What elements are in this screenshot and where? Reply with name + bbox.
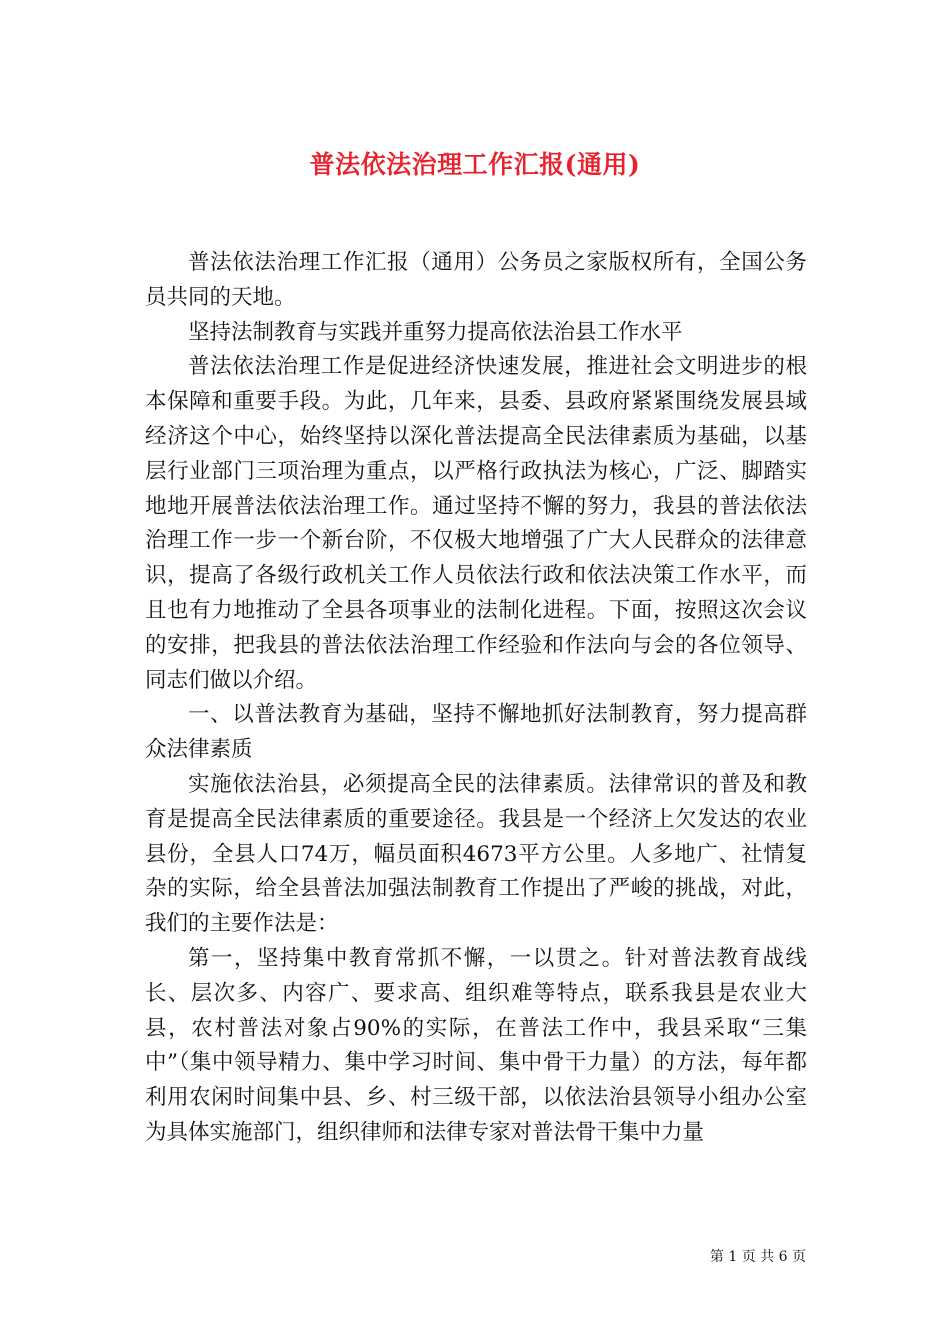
- paragraph-point-1: 第一，坚持集中教育常抓不懈，一以贯之。针对普法教育战线长、层次多、内容广、要求高、组织难等特点，联系我县是农业大县，农村普法对象占90%的实际，在普法工作中，我县采取“三集中”（集中领导精力、集中学习时间、集中骨干力量）的方法，每年都利用农闲时间集中县、乡、村三级干部，以依法治县领导小组办公室为具体实施部门，组织律师和法律专家对普法骨干集中力量: [145, 945, 807, 1145]
- paragraph-intro: 普法依法治理工作汇报（通用）公务员之家版权所有，全国公务员共同的天地。: [145, 250, 807, 310]
- page-number: 第 1 页 共 6 页: [709, 1249, 806, 1265]
- section-heading-1: 一、以普法教育为基础，坚持不懈地抓好法制教育，努力提高群众法律素质: [145, 702, 807, 763]
- paragraph-overview: 普法依法治理工作是促进经济快速发展，推进社会文明进步的根本保障和重要手段。为此，几年来，县委、县政府紧紧围绕发展县域经济这个中心，始终坚持以深化普法提高全民法律素质为基础，以基层行业部门三项治理为重点，以严格行政执法为核心，广泛、脚踏实地地开展普法依法治理工作。通过坚持不懈的努力，我县的普法依法治理工作一步一个新台阶，不仅极大地增强了广大人民群众的法律意识，提高了各级行政机关工作人员依法行政和依法决策工作水平，而且也有力地推动了全县各项事业的法制化进程。下面，按照这次会议的安排，把我县的普法依法治理工作经验和作法向与会的各位领导、同志们做以介绍。: [145, 354, 807, 693]
- paragraph-section-1: 实施依法治县，必须提高全民的法律素质。法律常识的普及和教育是提高全民法律素质的重要途径。我县是一个经济上欠发达的农业县份，全县人口74万，幅员面积4673平方公里。人多地广、社情复杂的实际，给全县普法加强法制教育工作提出了严峻的挑战，对此，我们的主要作法是：: [145, 771, 807, 937]
- document-title: 普法依法治理工作汇报(通用): [309, 149, 641, 179]
- paragraph-subtitle: 坚持法制教育与实践并重努力提高依法治县工作水平: [188, 319, 683, 345]
- document-body: [145, 246, 807, 1151]
